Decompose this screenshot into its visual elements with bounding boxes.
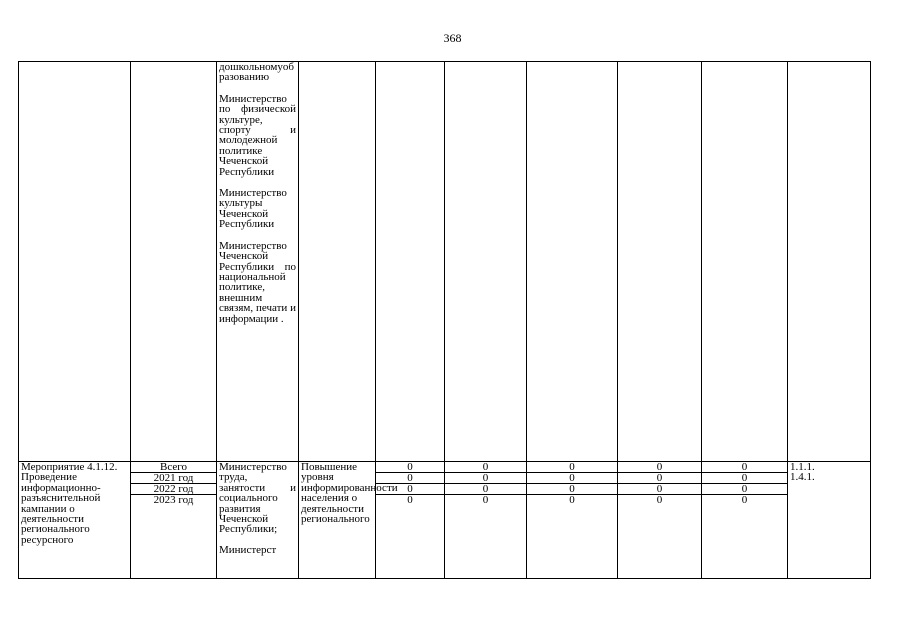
cell-empty [19,62,131,462]
indicators-cell [788,462,871,579]
value: 0 [407,494,413,506]
cell-empty [702,62,788,462]
agency-text: Министерство по физической культуре, спорту и молодежной политике Чеченской Республики [219,92,296,178]
executors-cell [217,462,299,579]
value: 0 [618,462,701,473]
value: 0 [482,494,489,506]
periods-cell [131,462,217,579]
value: 0 [618,473,701,484]
executors-next-text: Министерст [219,543,277,556]
value: 0 [618,484,701,495]
value: 0 [527,473,617,484]
event-name-cell [19,462,131,579]
result-text: Повышение уровня информированности населения о деятельности регионального [301,461,398,526]
value-col-3 [527,462,618,579]
value: 0 [445,473,526,484]
value: 0 [527,484,617,495]
event-row [19,462,871,579]
cell-empty [618,62,702,462]
value-col-1 [376,462,445,579]
period-label: 2023 год [153,494,194,506]
value: 0 [527,462,617,473]
continuation-row [19,62,871,462]
cell-empty [376,62,445,462]
value-col-5 [702,462,788,579]
value: 0 [376,484,444,495]
cell-empty [788,62,871,462]
value: 0 [656,494,663,506]
value: 0 [376,462,444,473]
result-cell [299,461,398,579]
value: 0 [445,484,526,495]
value: 0 [569,494,575,506]
period-label: 2021 год [131,473,216,484]
page-number: 368 [443,31,462,45]
program-table [18,61,871,579]
value: 0 [376,473,444,484]
value: 0 [445,462,526,473]
indicator-code: 1.1.1. [790,461,815,473]
cell-empty [445,62,527,462]
value: 0 [741,494,748,506]
agency-text: Министерство культуры Чеченской Республики [219,187,287,231]
cell-empty [299,62,376,462]
executors-text: Министерство труда, занятости и социального развития Чеченской Республики; [219,461,296,536]
period-label: Всего [131,462,216,473]
period-label: 2022 год [131,484,216,495]
agencies-cell [217,62,299,462]
cell-empty [527,62,618,462]
value-col-4 [618,462,702,579]
value: 0 [702,462,787,473]
agency-text: дошкольномyобразованию [219,61,294,84]
cell-empty [131,62,217,462]
value: 0 [702,484,787,495]
agency-text: Министерство Чеченской Республики по национальной политике, внешним связям, печати и информации . [219,239,296,325]
value-col-2 [445,462,527,579]
event-name: Мероприятие 4.1.12. Проведение информационно-разъяснительной кампании о деятельности регионального ресурсного [21,461,118,546]
value: 0 [702,473,787,484]
indicator-code: 1.4.1. [790,471,815,484]
